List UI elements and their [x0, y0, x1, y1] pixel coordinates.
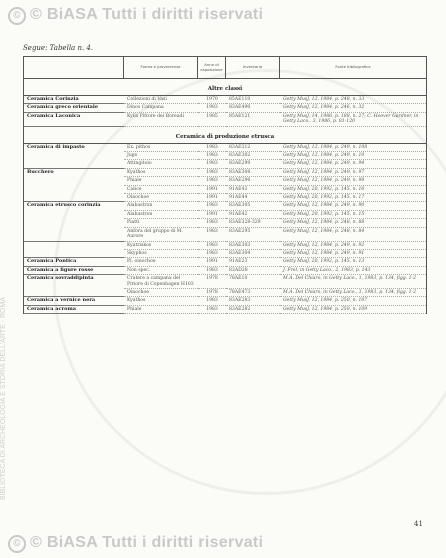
class-name: Ceramica greco orientale	[24, 104, 124, 112]
table-row	[24, 96, 426, 104]
year-cell: 1983	[198, 250, 226, 258]
class-name: Ceramica etrusco corinzia	[27, 202, 101, 209]
watermark-top-text: © BiASA Tutti i diritti riservati	[30, 6, 264, 23]
class-name: Ceramica a figure rosse	[24, 267, 124, 275]
form-cell: Anfora del gruppo di M. Aurore	[124, 228, 198, 242]
table-row	[24, 144, 426, 152]
reference-cell: Getty MusJ, 12, 1984, p. 249, n. 91	[280, 250, 426, 258]
class-name: Ceramica Corinzia	[24, 96, 124, 104]
class-name: Ceramica di impasto	[27, 143, 85, 150]
form-cell: Phiale	[124, 177, 198, 185]
year-cell: 1983	[198, 104, 226, 112]
class-name	[24, 219, 124, 227]
table-row	[24, 104, 426, 112]
form-cell: Attingitoio	[124, 160, 198, 168]
table-row	[24, 258, 426, 266]
year-cell: 1983	[198, 267, 226, 275]
reference-cell: Getty MusJ, 12, 1984, p. 249, n. 108	[280, 144, 426, 152]
inventory-cell: 91AE42	[226, 211, 280, 219]
table-row	[24, 160, 426, 168]
form-cell: Oinochoe	[124, 194, 198, 202]
year-cell: 1983	[198, 219, 226, 227]
year-column-header: Anno di esposizione	[198, 57, 226, 78]
inventory-cell: 83AE283	[226, 297, 280, 305]
class-name	[24, 160, 124, 168]
class-name	[24, 211, 124, 219]
class-name: Ceramica a vernice nera	[24, 297, 124, 305]
inventory-cell: 78AE10	[226, 275, 280, 289]
table-row	[24, 211, 426, 219]
table-row	[24, 194, 426, 202]
form-cell: Piatti	[124, 219, 198, 227]
inventory-cell: 85AE110	[226, 96, 280, 104]
table-row	[24, 275, 426, 289]
year-cell: 1991	[198, 211, 226, 219]
table-row	[24, 186, 426, 194]
inventory-column-header: Inventario	[226, 57, 280, 78]
form-cell: Alabastron	[124, 211, 198, 219]
class-name	[24, 228, 124, 242]
reference-cell: Getty MusJ, 14, 1986, p. 188, n. 27; C. Hoover Gardner, in Getty Laco., 3, 1986, p. 81-120	[280, 113, 426, 127]
form-column-header: Forma e provenienza	[124, 57, 198, 78]
class-name: Ceramica acroma	[24, 306, 124, 314]
watermark-top	[8, 6, 263, 25]
section-heading: Ceramica di produzione etrusca	[24, 127, 426, 144]
year-cell: 1991	[198, 194, 226, 202]
reference-cell: Getty MusJ, 12, 1984, p. 249, n. 90	[280, 202, 426, 210]
form-cell: Dinos Campana	[124, 104, 198, 112]
year-cell: 1983	[198, 242, 226, 250]
year-cell: 1983	[198, 144, 226, 152]
table-row	[24, 228, 426, 242]
form-cell: Skyphos	[124, 250, 198, 258]
table-header	[24, 57, 426, 79]
inventory-cell: 78AE473	[226, 289, 280, 297]
reference-cell: Getty MusJ, 20, 1992, p. 145, n. 16	[280, 186, 426, 194]
reference-cell: Getty MusJ, 12, 1984, p. 249, n. 97	[280, 169, 426, 177]
table-body	[24, 79, 426, 314]
year-cell: 1983	[198, 169, 226, 177]
year-cell: 1985	[198, 113, 226, 127]
table-row	[24, 219, 426, 227]
inventory-cell: 83AE312	[226, 144, 280, 152]
copyright-icon: ©	[8, 535, 26, 553]
table-row	[24, 169, 426, 177]
form-cell: Calice	[124, 186, 198, 194]
reference-cell: Getty MusJ, 20, 1992, p. 145, n. 13	[280, 258, 426, 266]
reference-cell: Getty MusJ, 12, 1984, p. 248, n. 88	[280, 219, 426, 227]
class-name: Bucchero	[27, 168, 54, 175]
form-cell: Phiale	[124, 306, 198, 314]
inventory-cell: 83AE295	[226, 228, 280, 242]
class-name	[24, 177, 124, 185]
reference-cell: Getty MusJ, 20, 1992, p. 145, n. 17	[280, 194, 426, 202]
form-cell: Ex. pithos	[124, 144, 198, 152]
reference-cell: Getty MusJ, 12, 1984, p. 248, n. 33	[280, 96, 426, 104]
reference-cell: J. Frel, in Getty Laco., 2, 1983, p. 143	[280, 267, 426, 275]
table-row	[24, 202, 426, 210]
table-row	[24, 152, 426, 160]
form-cell: Kyathos	[124, 169, 198, 177]
year-cell: 1983	[198, 177, 226, 185]
year-cell: 1978	[198, 275, 226, 289]
form-cell: Kyatriskos	[124, 242, 198, 250]
section-heading: Altre classi	[24, 79, 426, 96]
copyright-icon: ©	[8, 7, 26, 25]
reference-cell: Getty MusJ, 12, 1984, p. 249, n. 10	[280, 152, 426, 160]
form-cell: Non spec.	[124, 267, 198, 275]
table-row	[24, 113, 426, 127]
form-cell: Pl. oinochoe	[124, 258, 198, 266]
table-row	[24, 297, 426, 305]
year-cell: 1983	[198, 228, 226, 242]
class-name	[24, 289, 124, 297]
year-cell: 1970	[198, 96, 226, 104]
class-name	[24, 152, 124, 160]
class-column-header	[24, 57, 124, 78]
reference-cell: M.A. Del Chiaro, in Getty Laco., 1, 1983, p. 134, figg. 1-2	[280, 289, 426, 297]
form-cell: Alabastron	[124, 202, 198, 210]
class-name	[24, 186, 124, 194]
reference-cell: Getty MusJ, 12, 1984, p. 250, n. 109	[280, 306, 426, 314]
inventory-cell: 83AE305	[226, 202, 280, 210]
reference-cell: Getty MusJ, 12, 1984, p. 249, n. 98	[280, 177, 426, 185]
watermark-bottom-text: © BiASA Tutti i diritti riservati	[30, 534, 264, 551]
reference-column-header: Fonte bibliografica	[335, 64, 371, 70]
class-name	[24, 250, 124, 258]
year-cell: 1991	[198, 258, 226, 266]
reference-cell: Getty MusJ, 12, 1984, p. 250, n. 107	[280, 297, 426, 305]
page-number: 41	[414, 520, 423, 528]
table-row	[24, 289, 426, 297]
form-cell: Kylix Pittore dei Boreadi	[124, 113, 198, 127]
inventory-cell: 83AE490	[226, 104, 280, 112]
inventory-cell: 83AE308	[226, 169, 280, 177]
table-row	[24, 250, 426, 258]
table-row	[24, 267, 426, 275]
table-caption: Segue: Tabella n. 4.	[23, 44, 94, 52]
class-name	[24, 194, 124, 202]
table-row	[24, 242, 426, 250]
inventory-cell: 83AE304	[226, 250, 280, 258]
year-cell: 1983	[198, 160, 226, 168]
class-name: Ceramica sovraddipinta	[27, 275, 94, 282]
inventory-cell: 91AE43	[226, 186, 280, 194]
reference-cell: Getty MusJ, 12, 1984, p. 248, n. 84	[280, 228, 426, 242]
inventory-cell: 83AE296	[226, 177, 280, 185]
reference-cell: Getty MusJ, 20, 1992, p. 145, n. 15	[280, 211, 426, 219]
year-cell: 1983	[198, 297, 226, 305]
year-cell: 1991	[198, 186, 226, 194]
table-row	[24, 177, 426, 185]
inventory-cell: 83AE282	[226, 306, 280, 314]
form-cell: Cratere a campana del Pittore di Copenhagen H103	[124, 275, 198, 289]
year-cell: 1983	[198, 306, 226, 314]
reference-cell: Getty MusJ, 12, 1984, p. 249, n. 92	[280, 242, 426, 250]
inventory-cell: 83AE302	[226, 152, 280, 160]
class-name: Ceramica Laconica	[24, 113, 124, 127]
inventory-cell: 91AE23	[226, 258, 280, 266]
side-watermark: BIBLIOTECA DI ARCHEOLOGIA E STORIA DELL'ARTE - ROMA	[0, 297, 7, 500]
table-row	[24, 306, 426, 314]
inventory-cell: 83AE299	[226, 160, 280, 168]
form-cell: Jugs	[124, 152, 198, 160]
year-cell: 1983	[198, 202, 226, 210]
data-table	[23, 56, 427, 314]
form-cell: Collezioni di Vasi	[124, 96, 198, 104]
inventory-cell: 85AE121	[226, 113, 280, 127]
inventory-cell: 91AE44	[226, 194, 280, 202]
year-cell: 1978	[198, 289, 226, 297]
class-name: Ceramica Pontica	[24, 258, 124, 266]
year-cell: 1983	[198, 152, 226, 160]
form-cell: Kyathos	[124, 297, 198, 305]
reference-cell: M.A. Del Chiaro, in Getty Laco., 1, 1983, p. 134, figg. 1-2	[280, 275, 426, 289]
watermark-bottom	[8, 534, 263, 553]
reference-cell: Getty MusJ, 12, 1984, p. 246, n. 32	[280, 104, 426, 112]
inventory-cell: 83AD28	[226, 267, 280, 275]
form-cell: Oinochoe	[124, 289, 198, 297]
class-name	[24, 242, 124, 250]
inventory-cell: 83AE328-329	[226, 219, 280, 227]
inventory-cell: 83AE303	[226, 242, 280, 250]
reference-cell: Getty MusJ, 12, 1984, p. 249, n. 94	[280, 160, 426, 168]
